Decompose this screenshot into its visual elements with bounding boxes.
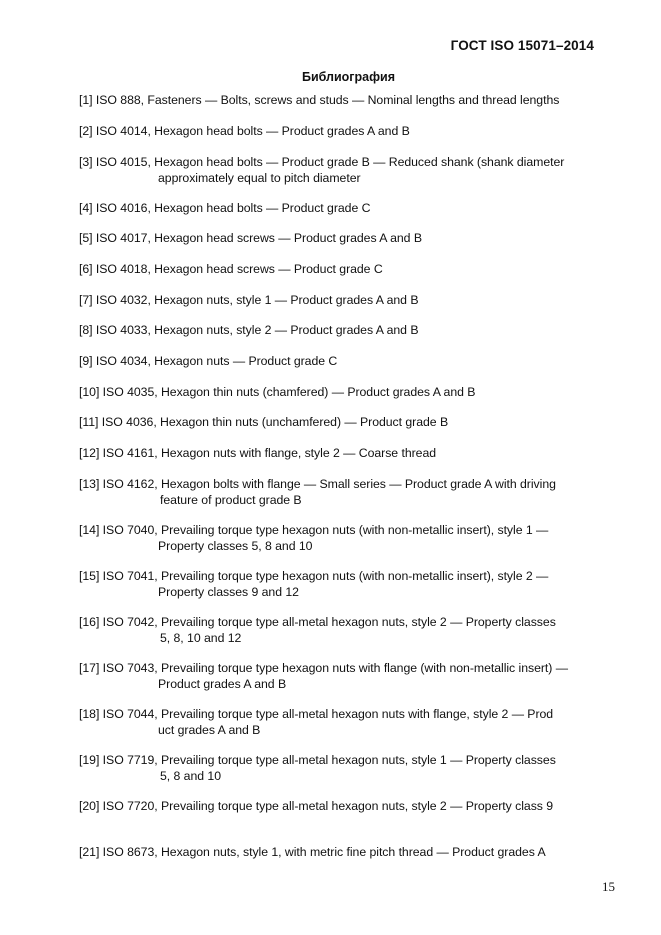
- reference-text: [12] ISO 4161, Hexagon nuts with flange, style 2 — Coarse thread: [79, 446, 437, 460]
- reference-continuation: uct grades A and B: [158, 722, 261, 737]
- reference-text: [15] ISO 7041, Prevailing torque type hexagon nuts (with non-metallic insert), style 2 —: [79, 569, 549, 583]
- reference-text: [8] ISO 4033, Hexagon nuts, style 2 — Product grades A and B: [79, 323, 419, 337]
- reference-item-1: [79, 93, 624, 109]
- reference-item-18: [79, 707, 624, 738]
- reference-text: [3] ISO 4015, Hexagon head bolts — Product grade B — Reduced shank (shank diameter: [79, 155, 565, 169]
- reference-item-16: [79, 615, 624, 646]
- reference-continuation: Property classes 5, 8 and 10: [158, 538, 313, 553]
- reference-text: [1] ISO 888, Fasteners — Bolts, screws and studs — Nominal lengths and thread lengths: [79, 93, 560, 107]
- reference-text: [21] ISO 8673, Hexagon nuts, style 1, with metric fine pitch thread — Product grades A: [79, 845, 546, 859]
- reference-item-8: [79, 323, 624, 339]
- reference-text: [20] ISO 7720, Prevailing torque type all-metal hexagon nuts, style 2 — Property class 9: [79, 799, 554, 813]
- reference-item-21: [79, 845, 624, 861]
- reference-continuation: 5, 8, 10 and 12: [160, 630, 242, 645]
- reference-continuation: Property classes 9 and 12: [158, 584, 299, 599]
- reference-continuation: Product grades A and B: [158, 676, 287, 691]
- reference-text: [16] ISO 7042, Prevailing torque type all-metal hexagon nuts, style 2 — Property classes: [79, 615, 556, 629]
- reference-continuation: feature of product grade B: [160, 492, 302, 507]
- reference-item-12: [79, 446, 624, 462]
- reference-text: [13] ISO 4162, Hexagon bolts with flange — Small series — Product grade A with driving: [79, 477, 556, 491]
- reference-text: [11] ISO 4036, Hexagon thin nuts (unchamfered) — Product grade B: [79, 415, 449, 429]
- reference-text: [17] ISO 7043, Prevailing torque type hexagon nuts with flange (with non-metallic insert) —: [79, 661, 568, 675]
- reference-text: [6] ISO 4018, Hexagon head screws — Product grade C: [79, 262, 383, 276]
- reference-text: [2] ISO 4014, Hexagon head bolts — Product grades A and B: [79, 124, 410, 138]
- reference-text: [9] ISO 4034, Hexagon nuts — Product grade C: [79, 354, 338, 368]
- page-number: 15: [602, 879, 615, 894]
- reference-item-3: [79, 155, 624, 186]
- reference-text: [10] ISO 4035, Hexagon thin nuts (chamfered) — Product grades A and B: [79, 385, 476, 399]
- reference-continuation: approximately equal to pitch diameter: [158, 170, 361, 185]
- reference-continuation: 5, 8 and 10: [160, 768, 221, 783]
- reference-item-9: [79, 354, 624, 370]
- reference-text: [19] ISO 7719, Prevailing torque type all-metal hexagon nuts, style 1 — Property classes: [79, 753, 556, 767]
- reference-item-6: [79, 262, 624, 278]
- reference-text: [4] ISO 4016, Hexagon head bolts — Product grade C: [79, 201, 371, 215]
- reference-item-10: [79, 385, 624, 401]
- reference-text: [14] ISO 7040, Prevailing torque type hexagon nuts (with non-metallic insert), style 1 —: [79, 523, 549, 537]
- reference-item-14: [79, 523, 624, 554]
- section-title: Библиография: [301, 70, 396, 84]
- reference-text: [5] ISO 4017, Hexagon head screws — Product grades A and B: [79, 231, 422, 245]
- reference-item-20: [79, 799, 624, 815]
- reference-item-2: [79, 124, 624, 140]
- reference-item-11: [79, 415, 624, 431]
- reference-text: [7] ISO 4032, Hexagon nuts, style 1 — Product grades A and B: [79, 293, 419, 307]
- standard-designation: ГОСТ ISO 15071–2014: [450, 38, 594, 53]
- reference-item-5: [79, 231, 624, 247]
- reference-item-19: [79, 753, 624, 784]
- reference-item-17: [79, 661, 624, 692]
- reference-item-7: [79, 293, 624, 309]
- reference-item-15: [79, 569, 624, 600]
- reference-item-4: [79, 201, 624, 217]
- reference-item-13: [79, 477, 624, 508]
- reference-text: [18] ISO 7044, Prevailing torque type all-metal hexagon nuts with flange, style 2 — Prod: [79, 707, 554, 721]
